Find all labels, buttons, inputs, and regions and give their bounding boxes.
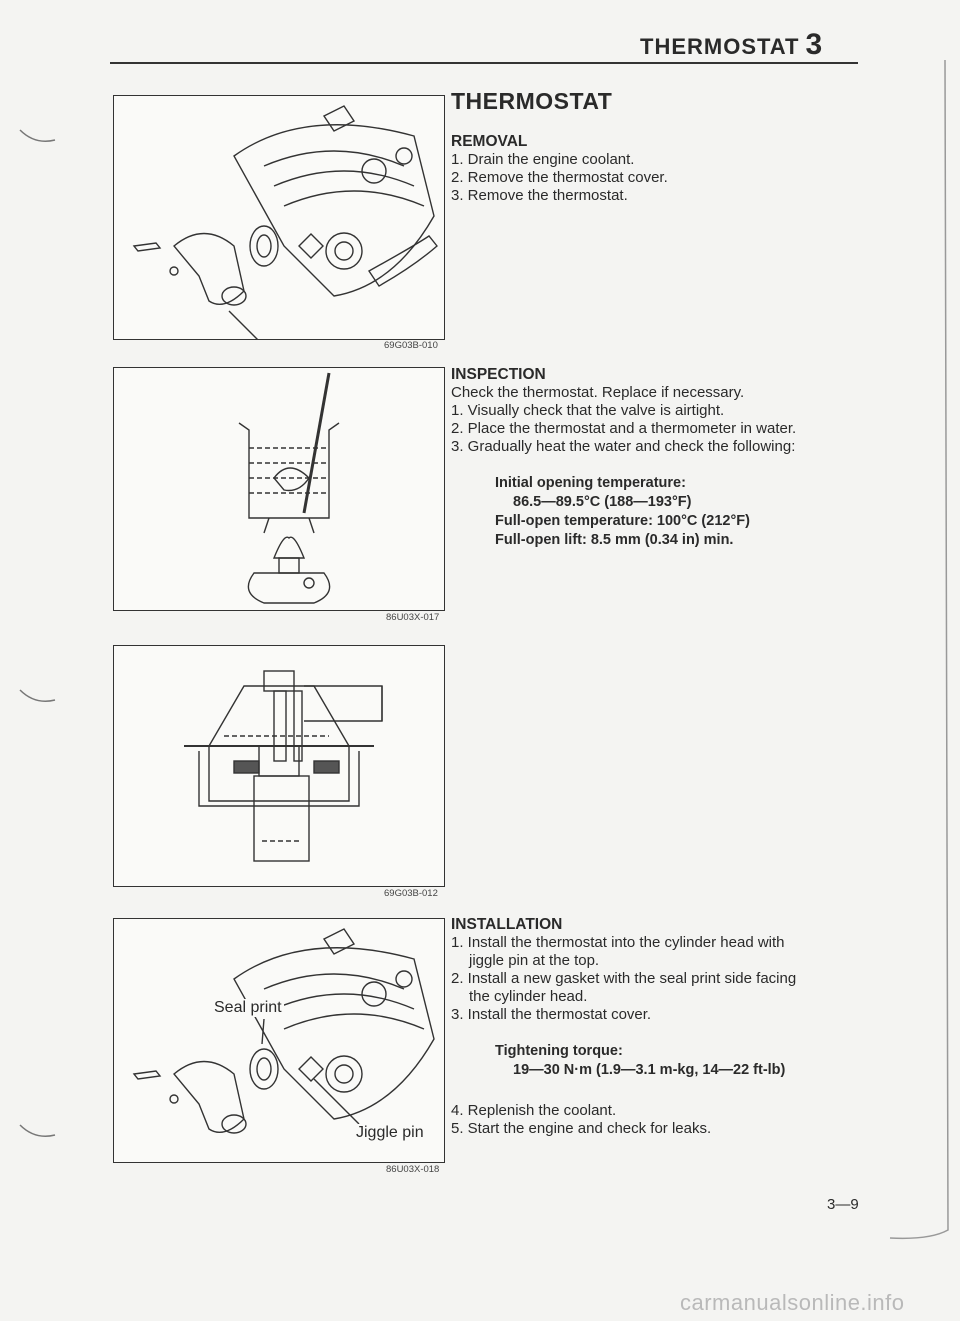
- inspection-heading: INSPECTION: [451, 366, 546, 383]
- removal-step: 1. Drain the engine coolant.: [451, 151, 635, 168]
- inspection-section: [451, 366, 871, 550]
- inspection-step: 1. Visually check that the valve is airtight.: [451, 402, 725, 419]
- figure-code: 86U03X-017: [386, 612, 440, 623]
- figure-code: 69G03B-010: [384, 340, 438, 351]
- spec-line: 86.5—89.5°C (188—193°F): [513, 494, 692, 510]
- removal-heading: REMOVAL: [451, 133, 528, 150]
- spec-line: Initial opening temperature:: [495, 475, 686, 491]
- section-title: THERMOSTAT: [451, 88, 613, 114]
- figure-cross-section: [113, 645, 445, 887]
- installation-step: 2. Install a new gasket with the seal print side facing: [451, 970, 797, 987]
- installation-section: [451, 916, 871, 1138]
- removal-step: 2. Remove the thermostat cover.: [451, 169, 668, 186]
- chapter-number: 3: [805, 28, 824, 61]
- installation-step: 4. Replenish the coolant.: [451, 1102, 617, 1119]
- installation-step: 3. Install the thermostat cover.: [451, 1006, 652, 1023]
- watermark: carmanualsonline.info: [680, 1290, 905, 1315]
- inspection-step: 2. Place the thermostat and a thermometer in water.: [451, 420, 797, 437]
- figure-code: 86U03X-018: [386, 1164, 440, 1175]
- figure-code: 69G03B-012: [384, 888, 438, 899]
- engine-thermostat-illustration: [114, 96, 444, 339]
- installation-step: 5. Start the engine and check for leaks.: [451, 1120, 712, 1137]
- spec-line: Full-open temperature: 100°C (212°F): [495, 513, 750, 529]
- inspection-intro: Check the thermostat. Replace if necessary.: [451, 384, 745, 401]
- removal-section: [451, 133, 871, 205]
- running-header: [640, 28, 823, 62]
- torque-label: Tightening torque:: [495, 1043, 623, 1059]
- figure-installation: [113, 918, 445, 1163]
- page-number: 3—9: [827, 1196, 859, 1213]
- figure-removal: [113, 95, 445, 340]
- thermostat-cross-section-illustration: [114, 646, 444, 886]
- seal-print-label: Seal print: [214, 999, 282, 1016]
- jiggle-pin-label: Jiggle pin: [356, 1124, 424, 1141]
- inspection-step: 3. Gradually heat the water and check the following:: [451, 438, 796, 455]
- installation-step: 1. Install the thermostat into the cylinder head with: [451, 934, 785, 951]
- header-title: THERMOSTAT: [640, 34, 800, 59]
- removal-step: 3. Remove the thermostat.: [451, 187, 628, 204]
- beaker-thermometer-illustration: [114, 368, 444, 610]
- installation-step-cont: the cylinder head.: [469, 988, 588, 1005]
- installation-step-cont: jiggle pin at the top.: [469, 952, 600, 969]
- figure-inspection: [113, 367, 445, 611]
- spec-line: Full-open lift: 8.5 mm (0.34 in) min.: [495, 532, 734, 548]
- header-rule: [110, 62, 858, 64]
- torque-value: 19—30 N·m (1.9—3.1 m-kg, 14—22 ft-lb): [513, 1062, 786, 1078]
- installation-heading: INSTALLATION: [451, 916, 563, 933]
